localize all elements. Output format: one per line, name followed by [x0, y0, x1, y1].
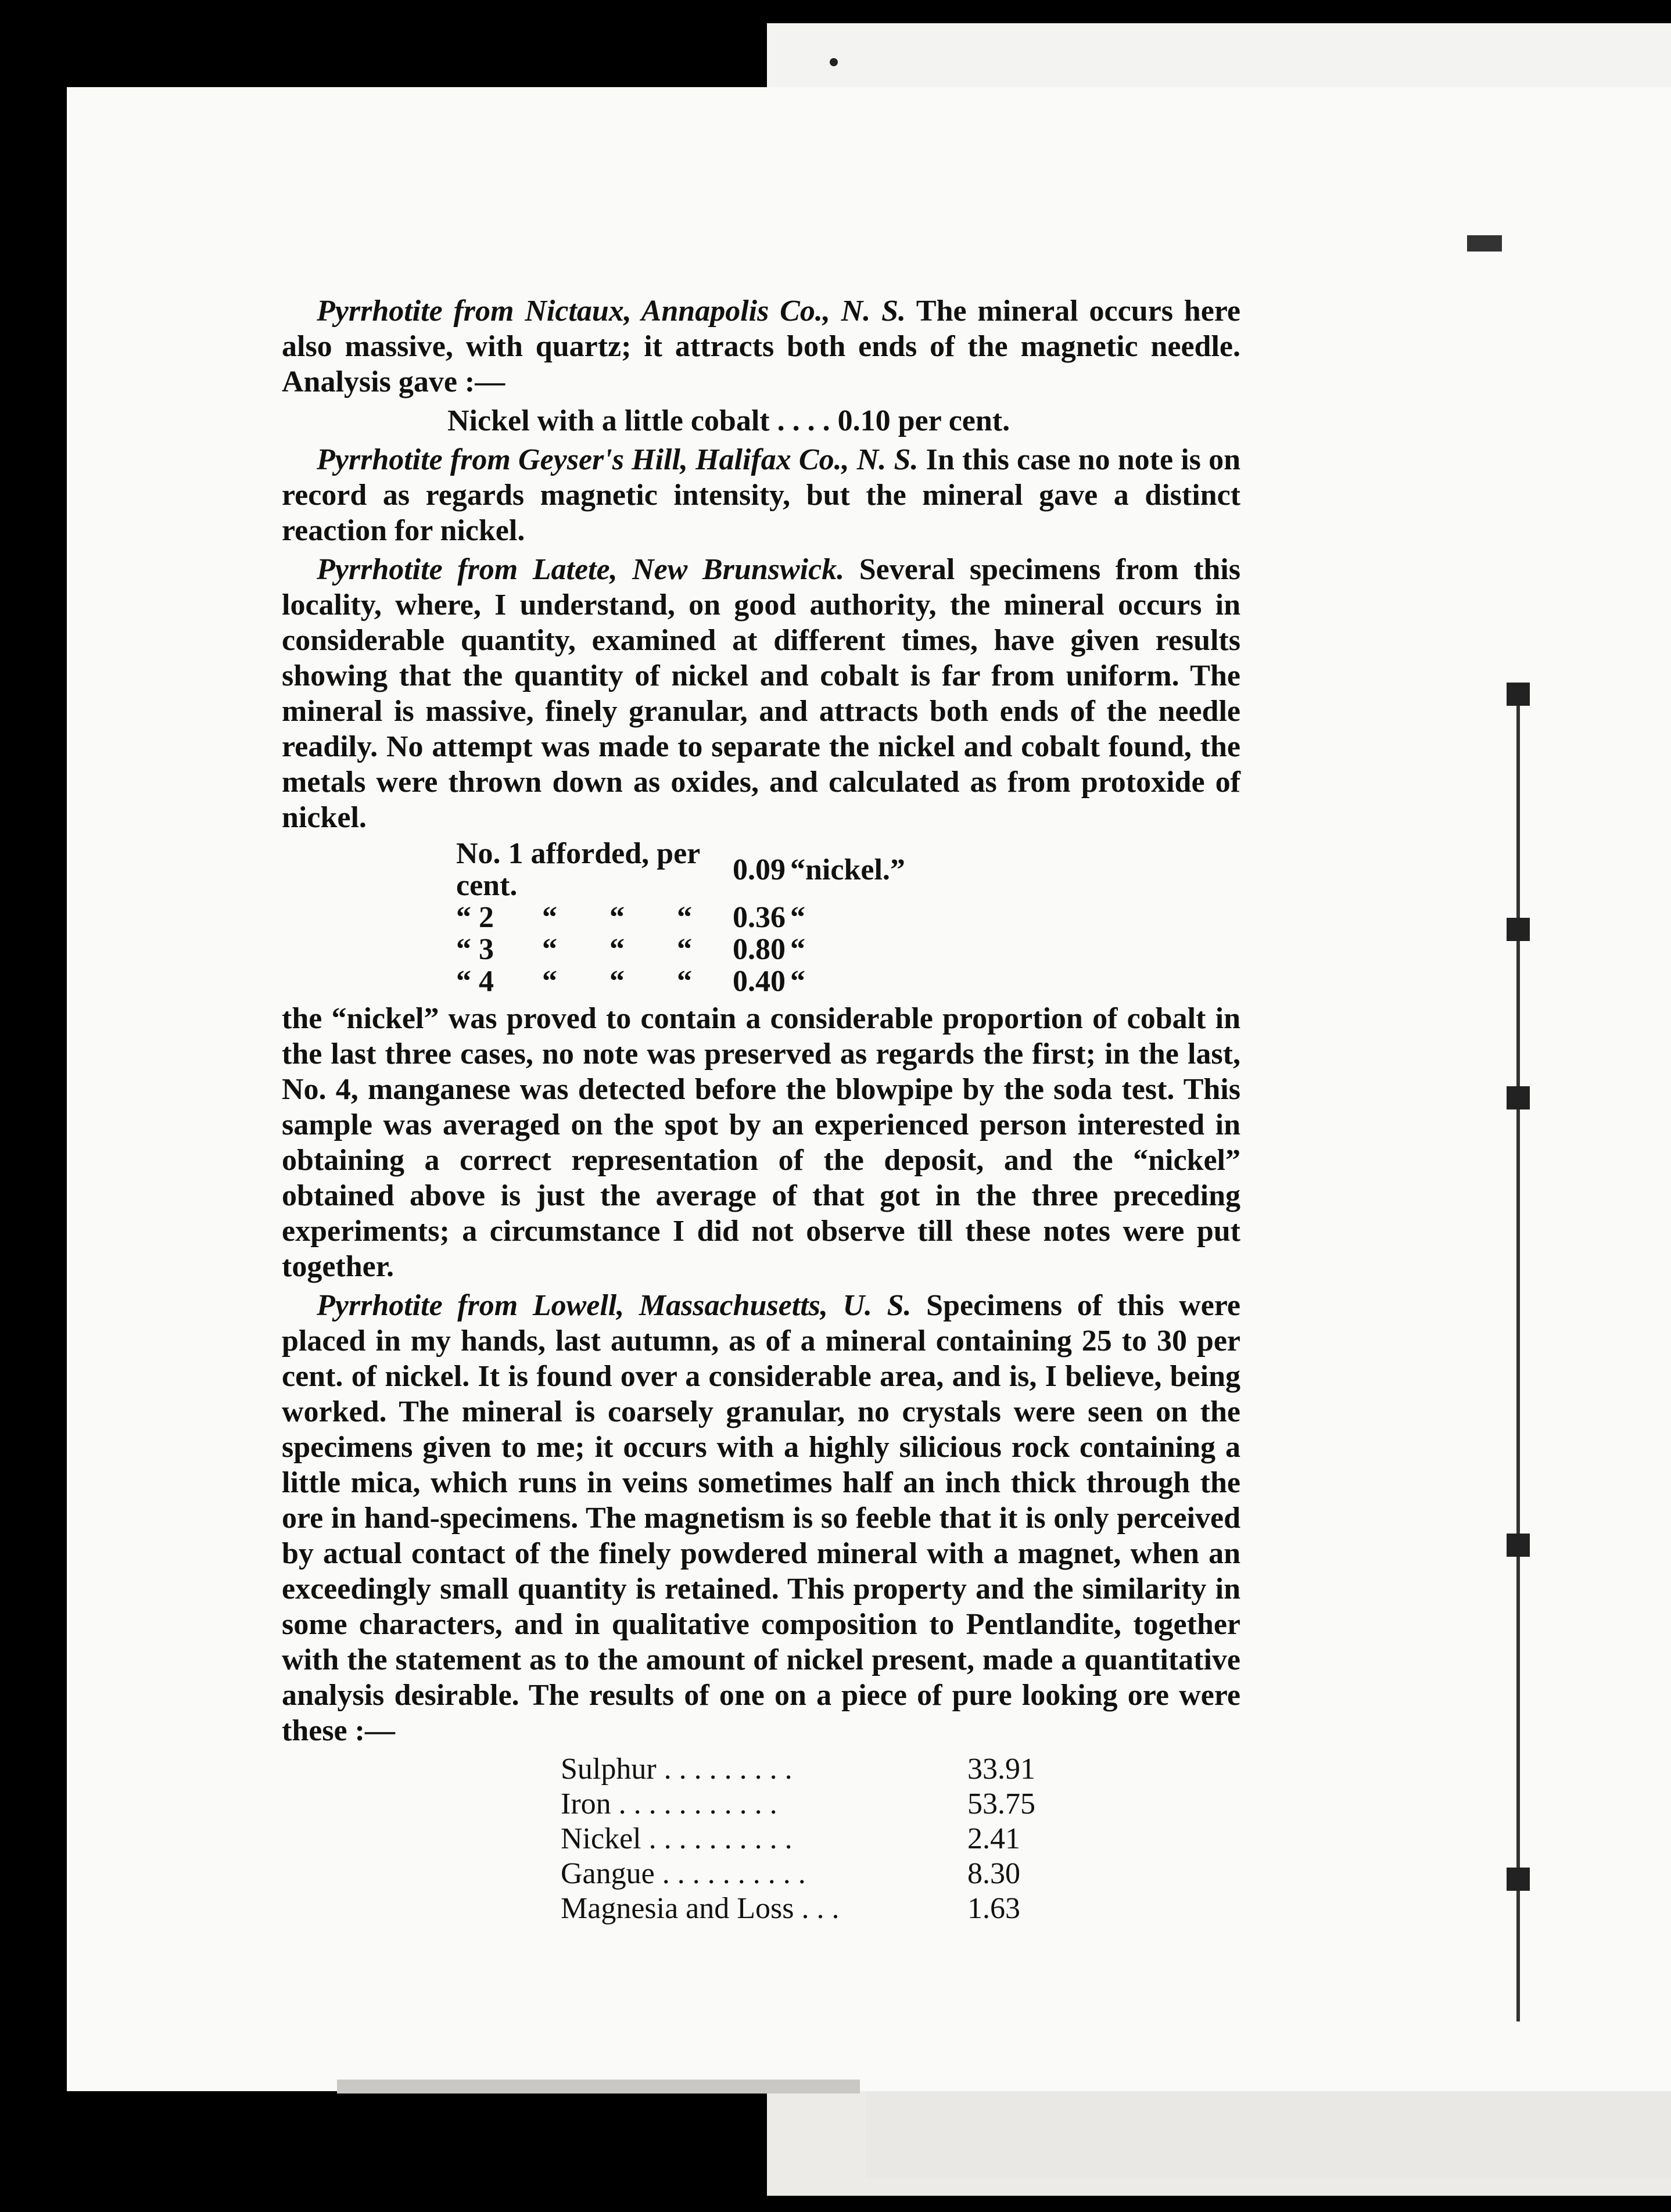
binding-mark	[1507, 1534, 1530, 1557]
paragraph-heading: Pyrrhotite from Lowell, Massachusetts, U. S.	[317, 1289, 912, 1322]
row-unit: “	[790, 901, 805, 934]
row-label: “ 2	[456, 901, 494, 934]
binding-mark	[1507, 1868, 1530, 1891]
row-unit: “nickel.”	[790, 853, 905, 886]
paragraph-latete-continued: the “nickel” was proved to contain a considerable proportion of cobalt in the last three cases, no note was preserved as regards the first; in the last, No. 4, manganese was detected before the blowpipe by the soda test. This sample was averaged on the spot by an experienced person interested in obtaining a correct representation of the deposit, and the “nickel” obtained above is just the average of that got in the three preceding experiments; a circumstance I did not observe till these notes were put together.	[282, 1002, 1240, 1283]
table-row	[561, 1891, 1035, 1926]
ditto-mark: “	[542, 901, 557, 934]
ditto-mark: “	[609, 901, 625, 934]
table-row	[561, 1822, 1035, 1857]
component-value: 2.41	[967, 1822, 1020, 1855]
ditto-mark: “	[677, 933, 692, 966]
nictaux-result: Nickel with a little cobalt . . . . 0.10 per cent.	[447, 404, 1010, 437]
table-row	[561, 1752, 1035, 1787]
row-unit: “	[790, 933, 805, 966]
table-row	[561, 1857, 1035, 1891]
row-value: 0.09	[733, 853, 786, 886]
row-label: No. 1 afforded, per cent.	[456, 837, 700, 902]
background-page-top-edge	[767, 23, 1671, 87]
document-text	[282, 293, 1240, 1926]
row-label: “ 3	[456, 933, 494, 966]
row-value: 0.40	[733, 965, 786, 998]
row-label: “ 4	[456, 965, 494, 998]
scan-artifact-mark	[1467, 235, 1502, 252]
table-row	[456, 902, 910, 933]
nickel-results-table	[456, 838, 910, 997]
paragraph-latete	[282, 552, 1240, 835]
ditto-mark: “	[677, 965, 692, 998]
ditto-mark: “	[542, 965, 557, 998]
paragraph-body: The mineral occurs here also massive, with quartz; it attracts both ends of the magnetic needle. Analysis gave :—	[282, 295, 1240, 398]
ditto-mark: “	[609, 965, 625, 998]
table-row	[456, 965, 910, 997]
binding-mark	[1507, 918, 1530, 941]
component-label: Nickel . . . . . . . . . .	[561, 1822, 793, 1855]
paragraph-heading: Pyrrhotite from Geyser's Hill, Halifax Co., N. S.	[317, 443, 919, 476]
component-label: Sulphur . . . . . . . . .	[561, 1753, 793, 1786]
background-page-bottom-edge	[866, 2085, 1671, 2178]
table-row	[456, 933, 910, 965]
background-page-dot	[830, 58, 838, 66]
binding-mark	[1507, 683, 1530, 706]
binding-mark	[1507, 1086, 1530, 1109]
paragraph-body: In this case no note is on record as regards magnetic intensity, but the mineral gave a distinct reaction for nickel.	[282, 443, 1241, 547]
paragraph-body: Specimens of this were placed in my hands, last autumn, as of a mineral containing 25 to 30 per cent. of nickel. It is found over a considerable area, and is, I believe, being worked. The mineral is coarsely granular, no crystals were seen on the specimens given to me; it occurs with a highly silicious rock containing a little mica, which runs in veins sometimes half an inch thick through the ore in hand-specimens. The magnetism is so feeble that it is only perceived by actual contact of the finely powdered mineral with a magnet, when an exceedingly small quantity is retained. This property and the similarity in some characters, and in qualitative composition to Pentlandite, together with the statement as to the amount of nickel present, made a quantitative analysis desirable. The results of one on a piece of pure looking ore were these :—	[282, 1289, 1240, 1747]
table-row	[456, 838, 910, 902]
composition-table	[561, 1752, 1035, 1926]
ditto-mark: “	[609, 933, 625, 966]
component-label: Magnesia and Loss . . .	[561, 1892, 840, 1925]
component-value: 33.91	[967, 1753, 1035, 1786]
row-unit: “	[790, 965, 805, 998]
scan-artifact-smear	[337, 2080, 860, 2094]
component-label: Gangue . . . . . . . . . .	[561, 1857, 806, 1890]
ditto-mark: “	[677, 901, 692, 934]
table-row	[561, 1787, 1035, 1822]
binding-edge	[1516, 685, 1520, 2021]
component-label: Iron . . . . . . . . . . .	[561, 1787, 777, 1820]
paragraph-lowell	[282, 1288, 1240, 1748]
paragraph-nictaux	[282, 293, 1240, 400]
component-value: 1.63	[967, 1892, 1020, 1925]
row-value: 0.36	[733, 901, 786, 934]
paragraph-geysers-hill	[282, 442, 1240, 548]
paragraph-heading: Pyrrhotite from Nictaux, Annapolis Co., N. S.	[317, 295, 906, 328]
paragraph-body: Several specimens from this locality, where, I understand, on good authority, the mineral occurs in considerable quantity, examined at different times, have given results showing that the quantity of nickel and cobalt is far from uniform. The mineral is massive, finely granular, and attracts both ends of the needle readily. No attempt was made to separate the nickel and cobalt found, the metals were thrown down as oxides, and calculated as from protoxide of nickel.	[282, 553, 1240, 834]
component-value: 53.75	[967, 1787, 1035, 1820]
component-value: 8.30	[967, 1857, 1020, 1890]
ditto-mark: “	[542, 933, 557, 966]
paragraph-heading: Pyrrhotite from Latete, New Brunswick.	[317, 553, 845, 586]
row-value: 0.80	[733, 933, 786, 966]
